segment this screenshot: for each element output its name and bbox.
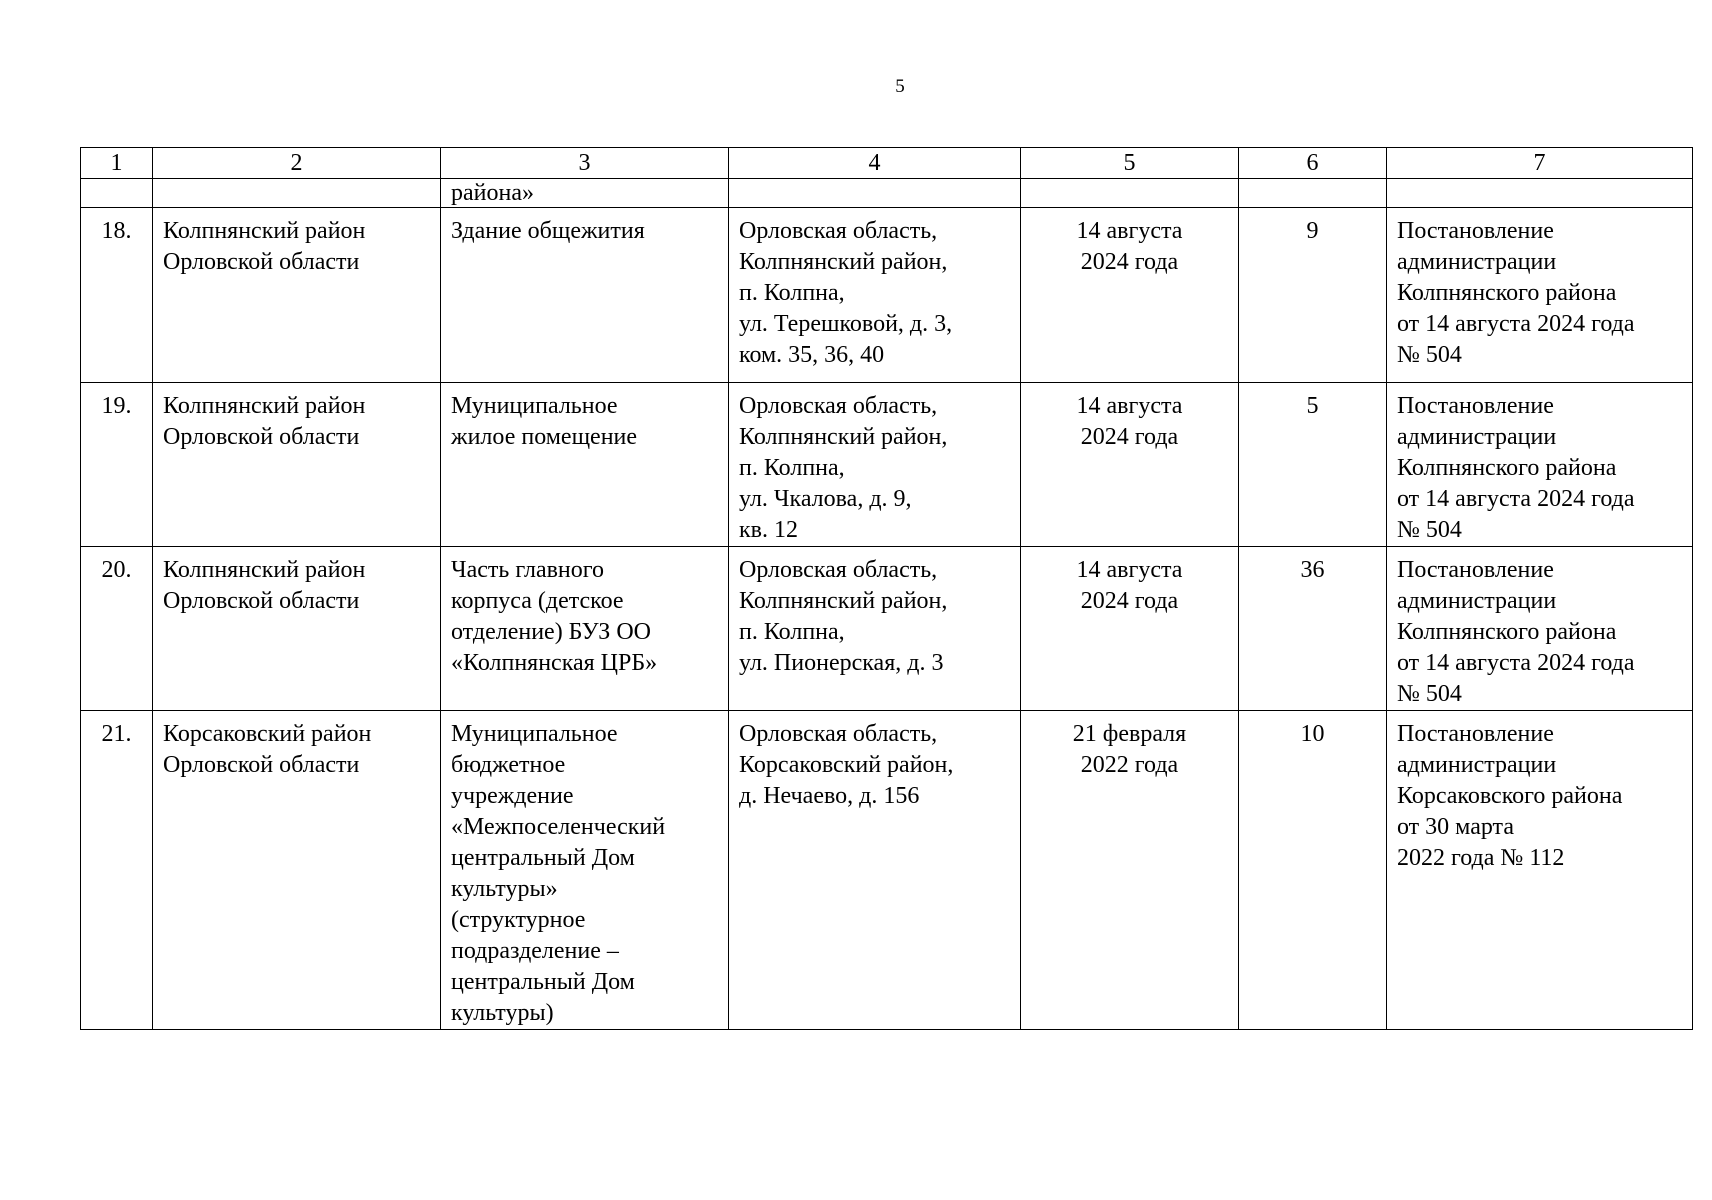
continuation-cell: района» <box>441 179 729 208</box>
address-cell: Орловская область, Колпнянский район, п. Колпна, ул. Чкалова, д. 9, кв. 12 <box>729 383 1021 547</box>
continuation-cell <box>1387 179 1693 208</box>
header-cell: 5 <box>1021 148 1239 179</box>
date-cell: 14 августа 2024 года <box>1021 208 1239 383</box>
continuation-cell <box>81 179 153 208</box>
table-row <box>81 208 1693 383</box>
header-cell: 2 <box>153 148 441 179</box>
district-cell: Колпнянский район Орловской области <box>153 383 441 547</box>
date-cell: 14 августа 2024 года <box>1021 547 1239 711</box>
date-cell: 21 февраля 2022 года <box>1021 711 1239 1030</box>
continuation-cell <box>1021 179 1239 208</box>
count-cell: 5 <box>1239 383 1387 547</box>
district-cell: Колпнянский район Орловской области <box>153 547 441 711</box>
decree-cell: Постановление администрации Колпнянского района от 14 августа 2024 года № 504 <box>1387 208 1693 383</box>
count-cell: 9 <box>1239 208 1387 383</box>
count-cell: 36 <box>1239 547 1387 711</box>
header-cell: 6 <box>1239 148 1387 179</box>
object-cell: Часть главного корпуса (детское отделение) БУЗ ОО «Колпнянская ЦРБ» <box>441 547 729 711</box>
header-cell: 1 <box>81 148 153 179</box>
date-cell: 14 августа 2024 года <box>1021 383 1239 547</box>
table-row <box>81 711 1693 1030</box>
count-cell: 10 <box>1239 711 1387 1030</box>
address-cell: Орловская область, Корсаковский район, д. Нечаево, д. 156 <box>729 711 1021 1030</box>
continuation-cell <box>729 179 1021 208</box>
row-number: 20. <box>81 547 153 711</box>
district-cell: Колпнянский район Орловской области <box>153 208 441 383</box>
district-cell: Корсаковский район Орловской области <box>153 711 441 1030</box>
header-cell: 4 <box>729 148 1021 179</box>
decree-cell: Постановление администрации Корсаковского района от 30 марта 2022 года № 112 <box>1387 711 1693 1030</box>
table-row <box>81 383 1693 547</box>
address-cell: Орловская область, Колпнянский район, п. Колпна, ул. Пионерская, д. 3 <box>729 547 1021 711</box>
decree-cell: Постановление администрации Колпнянского района от 14 августа 2024 года № 504 <box>1387 547 1693 711</box>
object-cell: Муниципальное бюджетное учреждение «Межпоселенческий центральный Дом культуры» (структурное подразделение – центральный Дом культуры) <box>441 711 729 1030</box>
object-cell: Здание общежития <box>441 208 729 383</box>
address-cell: Орловская область, Колпнянский район, п. Колпна, ул. Терешковой, д. 3, ком. 35, 36, 40 <box>729 208 1021 383</box>
header-cell: 3 <box>441 148 729 179</box>
continuation-cell <box>1239 179 1387 208</box>
page-number: 5 <box>895 76 905 97</box>
table-row <box>81 547 1693 711</box>
row-number: 18. <box>81 208 153 383</box>
object-cell: Муниципальное жилое помещение <box>441 383 729 547</box>
row-number: 21. <box>81 711 153 1030</box>
registry-table <box>80 147 1693 1030</box>
decree-cell: Постановление администрации Колпнянского района от 14 августа 2024 года № 504 <box>1387 383 1693 547</box>
continuation-cell <box>153 179 441 208</box>
row-number: 19. <box>81 383 153 547</box>
table-header-row <box>81 148 1693 179</box>
continuation-row <box>81 179 1693 208</box>
header-cell: 7 <box>1387 148 1693 179</box>
